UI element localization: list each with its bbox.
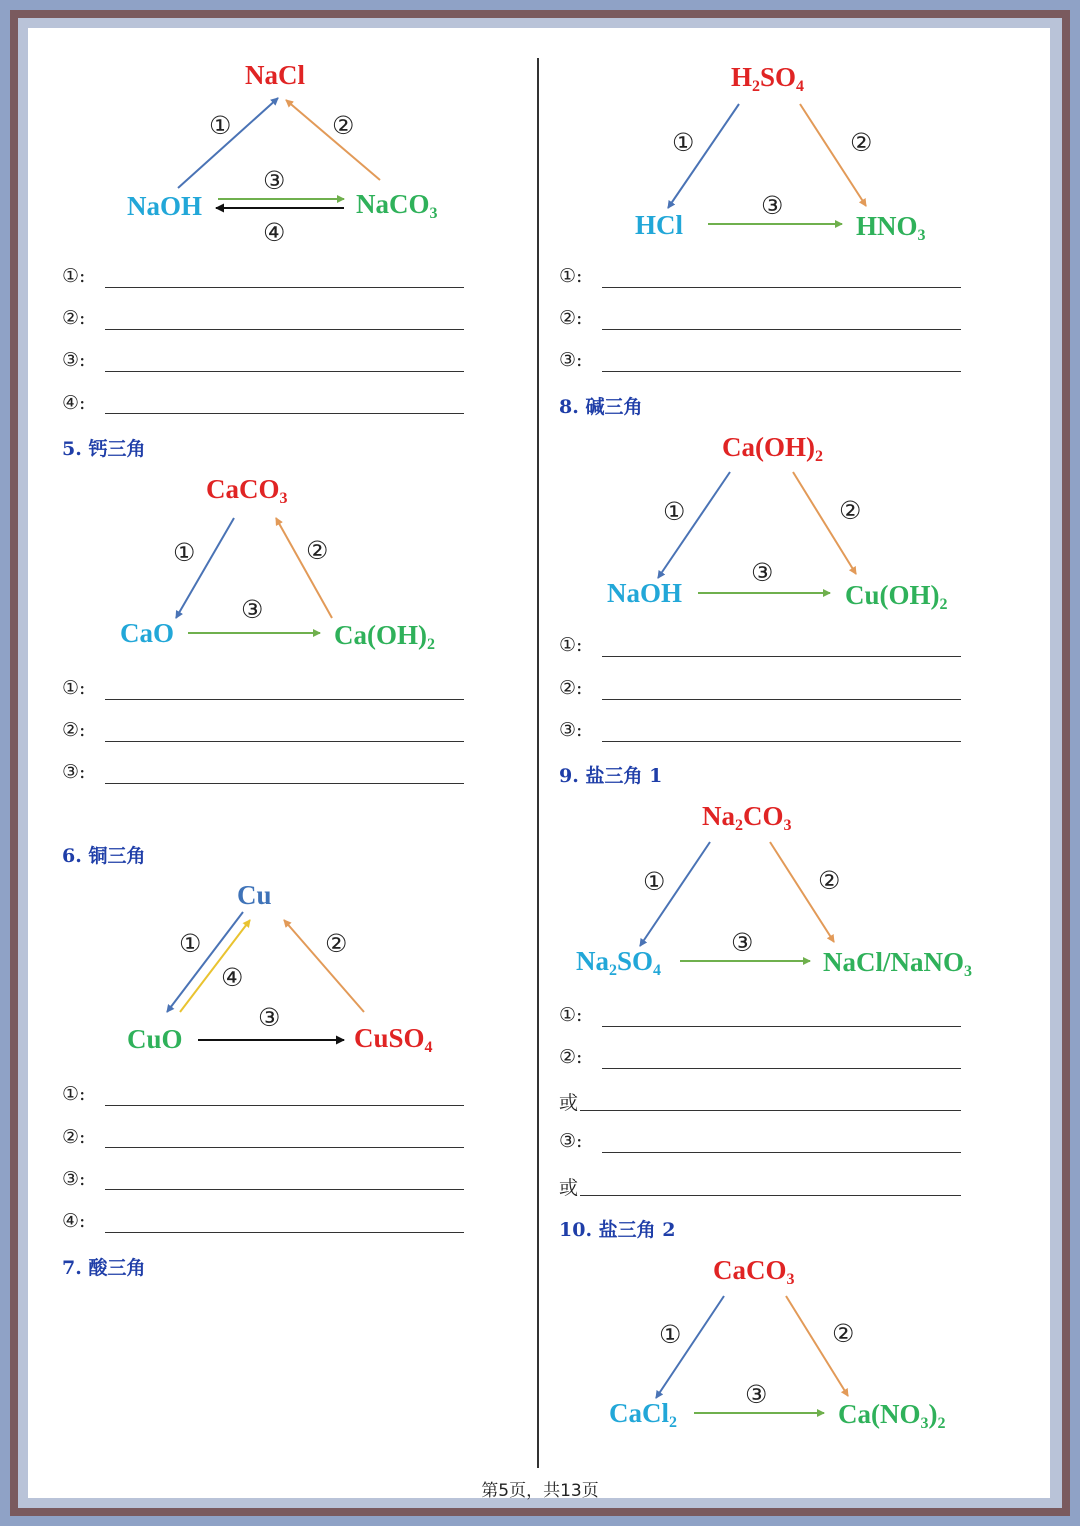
answer-line-s5-2[interactable]	[105, 741, 464, 742]
blank-label-s4-4: ④:	[62, 392, 86, 414]
answer-line-s8-3[interactable]	[602, 741, 961, 742]
num-s9-3: ③	[731, 928, 754, 957]
blank-label-s6-4: ④:	[62, 1210, 86, 1232]
answer-line-s8-2[interactable]	[602, 699, 961, 700]
column-divider	[537, 58, 539, 1468]
blank-label-s8-1: ①:	[559, 634, 583, 656]
answer-line-s7-3[interactable]	[602, 371, 961, 372]
formula-s7-top: $H_2SO_4$	[731, 62, 805, 95]
answer-line-s9-or2[interactable]	[580, 1195, 961, 1196]
answer-line-s6-4[interactable]	[105, 1232, 464, 1233]
blank-label-s9-3: ③:	[559, 1130, 583, 1152]
formula-s6-top: Cu	[237, 880, 272, 910]
num-s6-2: ②	[325, 929, 348, 958]
heading-s9: 9. 盐三角 1	[559, 765, 663, 787]
num-s6-3: ③	[258, 1003, 281, 1032]
formula-s9-left: $Na_2SO_4$	[576, 946, 662, 979]
blank-label-s4-2: ②:	[62, 307, 86, 329]
answer-line-s6-2[interactable]	[105, 1147, 464, 1148]
num-s4-2: ②	[332, 111, 355, 140]
blank-label-s9-1: ①:	[559, 1004, 583, 1026]
blank-label-s7-2: ②:	[559, 307, 583, 329]
formula-s6-right: CuSO$_4$	[354, 1023, 433, 1056]
answer-line-s7-2[interactable]	[602, 329, 961, 330]
answer-line-s4-3[interactable]	[105, 371, 464, 372]
formula-s10-top: CaCO$_3$	[713, 1255, 795, 1288]
blank-label-s5-1: ①:	[62, 677, 86, 699]
answer-line-s8-1[interactable]	[602, 656, 961, 657]
num-s8-2: ②	[839, 496, 862, 525]
answer-line-s9-2[interactable]	[602, 1068, 961, 1069]
heading-s7: 7. 酸三角	[62, 1257, 146, 1279]
blank-label-s7-3: ③:	[559, 349, 583, 371]
answer-line-s9-3[interactable]	[602, 1152, 961, 1153]
page-footer: 第5页，共13页	[481, 1481, 599, 1501]
num-s4-4: ④	[263, 218, 286, 247]
formula-s9-top: $Na_2CO_3$	[702, 801, 792, 834]
heading-s5: 5. 钙三角	[62, 438, 146, 460]
formula-s4-right: NaCO$_3$	[356, 189, 438, 222]
blank-label-s9-or1: 或	[559, 1092, 579, 1114]
blank-label-s8-2: ②:	[559, 677, 583, 699]
blank-label-s6-2: ②:	[62, 1126, 86, 1148]
blank-label-s6-1: ①:	[62, 1083, 86, 1105]
arrow-s6-1	[167, 912, 243, 1012]
answer-line-s4-1[interactable]	[105, 287, 464, 288]
num-s8-3: ③	[751, 558, 774, 587]
formula-s10-left: CaCl$_2$	[609, 1398, 677, 1431]
formula-s7-right: $HNO_3$	[856, 211, 926, 244]
heading-s6: 6. 铜三角	[62, 845, 146, 867]
num-s9-2: ②	[818, 866, 841, 895]
formula-s6-left: CuO	[127, 1024, 183, 1054]
num-s4-3: ③	[263, 166, 286, 195]
arrow-s6-2	[284, 920, 364, 1012]
formula-s8-top: $Ca(OH)_2$	[722, 432, 823, 465]
answer-line-s4-2[interactable]	[105, 329, 464, 330]
formula-s9-right: NaCl/NaNO$_3$	[823, 947, 972, 980]
formula-s8-left: NaOH	[607, 578, 683, 608]
num-s5-3: ③	[241, 595, 264, 624]
blank-label-s7-1: ①:	[559, 265, 583, 287]
blank-label-s8-3: ③:	[559, 719, 583, 741]
formula-s10-right: $Ca(NO_3)_2$	[838, 1399, 946, 1432]
num-s5-1: ①	[173, 538, 196, 567]
answer-line-s5-1[interactable]	[105, 699, 464, 700]
blank-label-s9-2: ②:	[559, 1046, 583, 1068]
arrow-s5-1	[176, 518, 234, 618]
num-s7-2: ②	[850, 128, 873, 157]
num-s4-1: ①	[209, 111, 232, 140]
num-s7-3: ③	[761, 191, 784, 220]
blank-label-s6-3: ③:	[62, 1168, 86, 1190]
blank-label-s5-3: ③:	[62, 761, 86, 783]
formula-s7-left: HCl	[635, 210, 684, 240]
num-s10-1: ①	[659, 1320, 682, 1349]
num-s7-1: ①	[672, 128, 695, 157]
num-s6-1: ①	[179, 929, 202, 958]
answer-line-s9-1[interactable]	[602, 1026, 961, 1027]
num-s10-3: ③	[745, 1380, 768, 1409]
num-s5-2: ②	[306, 536, 329, 565]
answer-line-s6-1[interactable]	[105, 1105, 464, 1106]
answer-line-s6-3[interactable]	[105, 1189, 464, 1190]
formula-s4-top: NaCl	[245, 60, 305, 90]
num-s9-1: ①	[643, 867, 666, 896]
num-s10-2: ②	[832, 1319, 855, 1348]
answer-line-s5-3[interactable]	[105, 783, 464, 784]
formula-s5-left: CaO	[120, 618, 174, 648]
blank-label-s4-1: ①:	[62, 265, 86, 287]
formula-s8-right: $Cu(OH)_2$	[845, 580, 948, 613]
num-s6-4: ④	[221, 963, 244, 992]
blank-label-s9-or2: 或	[559, 1177, 579, 1199]
formula-s5-top: CaCO$_3$	[206, 474, 288, 507]
formula-s4-left: NaOH	[127, 191, 203, 221]
heading-s8: 8. 碱三角	[559, 396, 643, 418]
answer-line-s9-or1[interactable]	[580, 1110, 961, 1111]
formula-s5-right: $Ca(OH)_2$	[334, 620, 435, 653]
num-s8-1: ①	[663, 497, 686, 526]
answer-line-s7-1[interactable]	[602, 287, 961, 288]
blank-label-s5-2: ②:	[62, 719, 86, 741]
answer-line-s4-4[interactable]	[105, 413, 464, 414]
arrow-s5-2	[276, 518, 332, 618]
heading-s10: 10. 盐三角 2	[559, 1219, 676, 1241]
blank-label-s4-3: ③:	[62, 349, 86, 371]
